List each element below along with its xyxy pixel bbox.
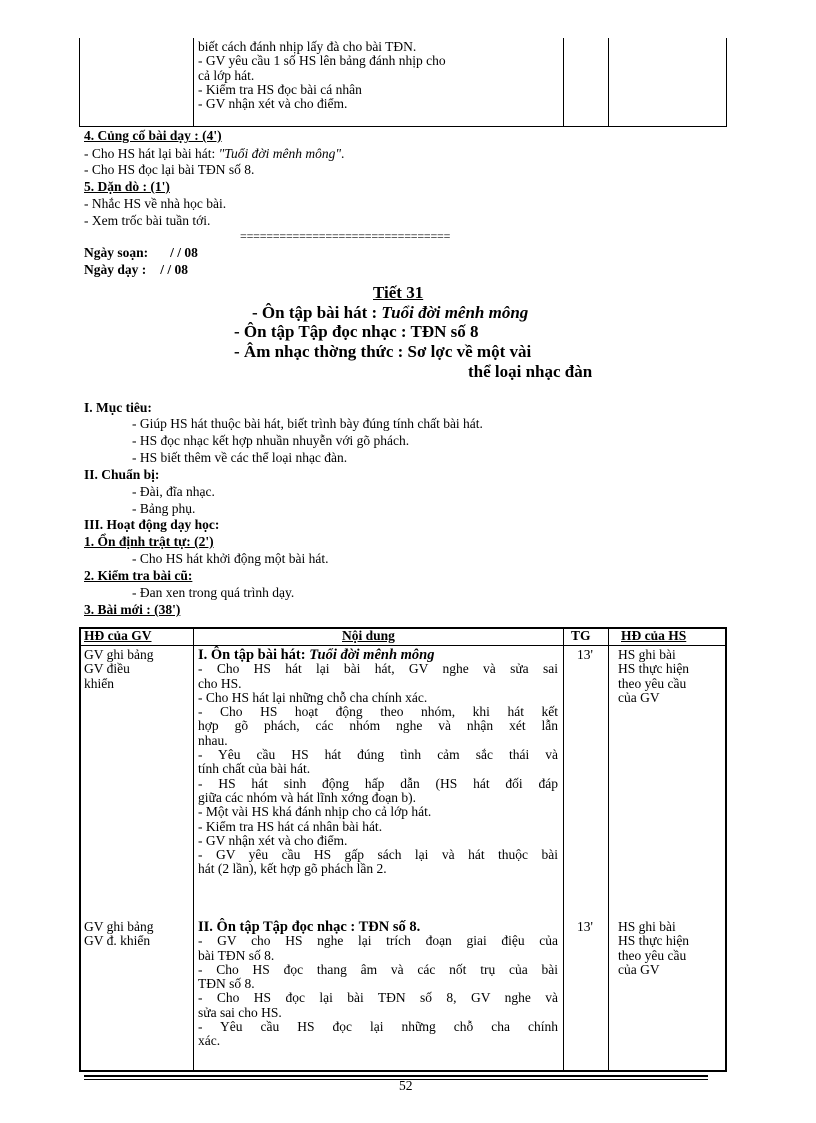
top-table-content (198, 40, 560, 111)
section-4-line-1: - Cho HS hát lại bài hát: "Tuổi đời mênh mông". (84, 146, 345, 161)
activity-3-heading: 3. Bài mới : (38') (84, 602, 181, 617)
activity-2-item: - Đan xen trong quá trình dạy. (132, 585, 295, 600)
text-line: - GV yêu cầu 1 số HS lên bảng đánh nhịp cho (198, 53, 446, 69)
text-line: - Kiểm tra HS đọc bài cá nhân (198, 81, 362, 97)
text-line: biết cách đánh nhịp lấy đà cho bài TĐN. (198, 39, 417, 54)
section-4-heading: 4. Củng cố bài dạy : (4') (84, 128, 222, 143)
row2-time: 13' (577, 919, 593, 934)
section-5-line-1: - Nhắc HS về nhà học bài. (84, 196, 227, 211)
row1-time: 13' (577, 647, 593, 662)
header-content: Nội dung (342, 628, 395, 643)
preparation-heading: II. Chuẩn bị: (84, 467, 160, 482)
section-5-line-2: - Xem trốc bài tuần tới. (84, 213, 211, 228)
row1-hs: HS ghi bài HS thực hiện theo yêu cầu của GV (618, 647, 690, 705)
footer-rule (84, 1075, 708, 1077)
activity-2-heading: 2. Kiểm tra bài cũ: (84, 568, 193, 583)
preparation-item: - Bảng phụ. (132, 501, 196, 516)
activities-heading: III. Hoạt động dạy học: (84, 517, 220, 532)
lesson-number: Tiết 31 (373, 283, 424, 302)
section-5-heading: 5. Dặn dò : (1') (84, 179, 170, 194)
section-divider: ================================ (240, 229, 451, 243)
row1-gv: GV ghi bảng GV điều khiển (84, 647, 154, 691)
activity-1-item: - Cho HS hát khởi động một bài hát. (132, 551, 329, 566)
date-taught: Ngày dạy : / / 08 (84, 262, 189, 277)
lesson-topic-3: - Âm nhạc thờng thức : Sơ lợc về một vài (234, 342, 532, 361)
objective-item: - HS đọc nhạc kết hợp nhuần nhuyễn với gõ phách. (132, 433, 410, 448)
row2-title: II. Ôn tập Tập đọc nhạc : TĐN số 8. (198, 919, 421, 935)
header-gv: HĐ của GV (84, 628, 152, 643)
objectives-heading: I. Mục tiêu: (84, 400, 152, 415)
date-prepared: Ngày soạn: / / 08 (84, 245, 198, 260)
row1-content: I. Ôn tập bài hát: Tuổi đời mênh mông - Cho HS hát lại bài hát, GV nghe và sửa sai cho HS. - Cho HS hát lại những chỗ cha chính xác. - Cho HS hoạt động theo nhóm, khi hát kết hợp gõ phách, các nhóm nghe và nhận xét lẫn nhau. - Yêu cầu HS hát đúng tình cảm sắc thái và tính chất của bài hát. - HS hát sinh động hấp dẫn (HS hát đối đáp giữa các nhóm và hát lĩnh xớng đoạn b). - Một vài HS khá đánh nhịp cho cả lớp hát. - Kiểm tra HS hát cá nhân bài hát. - GV nhận xét và cho điểm. - GV yêu cầu HS gấp sách lại và hát thuộc bài hát (2 lần), kết hợp gõ phách lần 2. (198, 647, 558, 877)
row2-gv: GV ghi bảng GV đ. khiển (84, 919, 154, 949)
text-line: cả lớp hát. (198, 67, 255, 83)
row2-hs: HS ghi bài HS thực hiện theo yêu cầu của GV (618, 919, 690, 977)
row2-content: II. Ôn tập Tập đọc nhạc : TĐN số 8. - GV cho HS nghe lại trích đoạn giai điệu của bài TĐN số 8. - Cho HS đọc thang âm và các nốt trụ của bài TĐN số 8. - Cho HS đọc lại bài TĐN số 8, GV nghe và sửa sai cho HS. - Yêu cầu HS đọc lại những chỗ cha chính xác. (198, 919, 558, 1049)
lesson-topic-1: - Ôn tập bài hát : Tuổi đời mênh mông (252, 303, 529, 322)
objective-item: - Giúp HS hát thuộc bài hát, biết trình bày đúng tính chất bài hát. (132, 416, 483, 431)
header-time: TG (571, 628, 591, 643)
section-4-line-2: - Cho HS đọc lại bài TĐN số 8. (84, 162, 255, 177)
text-line: - GV nhận xét và cho điểm. (198, 96, 348, 112)
row1-title: I. Ôn tập bài hát: Tuổi đời mênh mông (198, 647, 435, 663)
objective-item: - HS biết thêm về các thể loại nhạc đàn. (132, 450, 348, 465)
activity-1-heading: 1. Ổn định trật tự: (2') (84, 534, 214, 549)
page-number: 52 (399, 1078, 413, 1093)
lesson-topic-4: thể loại nhạc đàn (468, 362, 593, 381)
preparation-item: - Đài, đĩa nhạc. (132, 484, 215, 499)
lesson-topic-2: - Ôn tập Tập đọc nhạc : TĐN số 8 (234, 322, 479, 341)
header-hs: HĐ của HS (621, 628, 687, 643)
